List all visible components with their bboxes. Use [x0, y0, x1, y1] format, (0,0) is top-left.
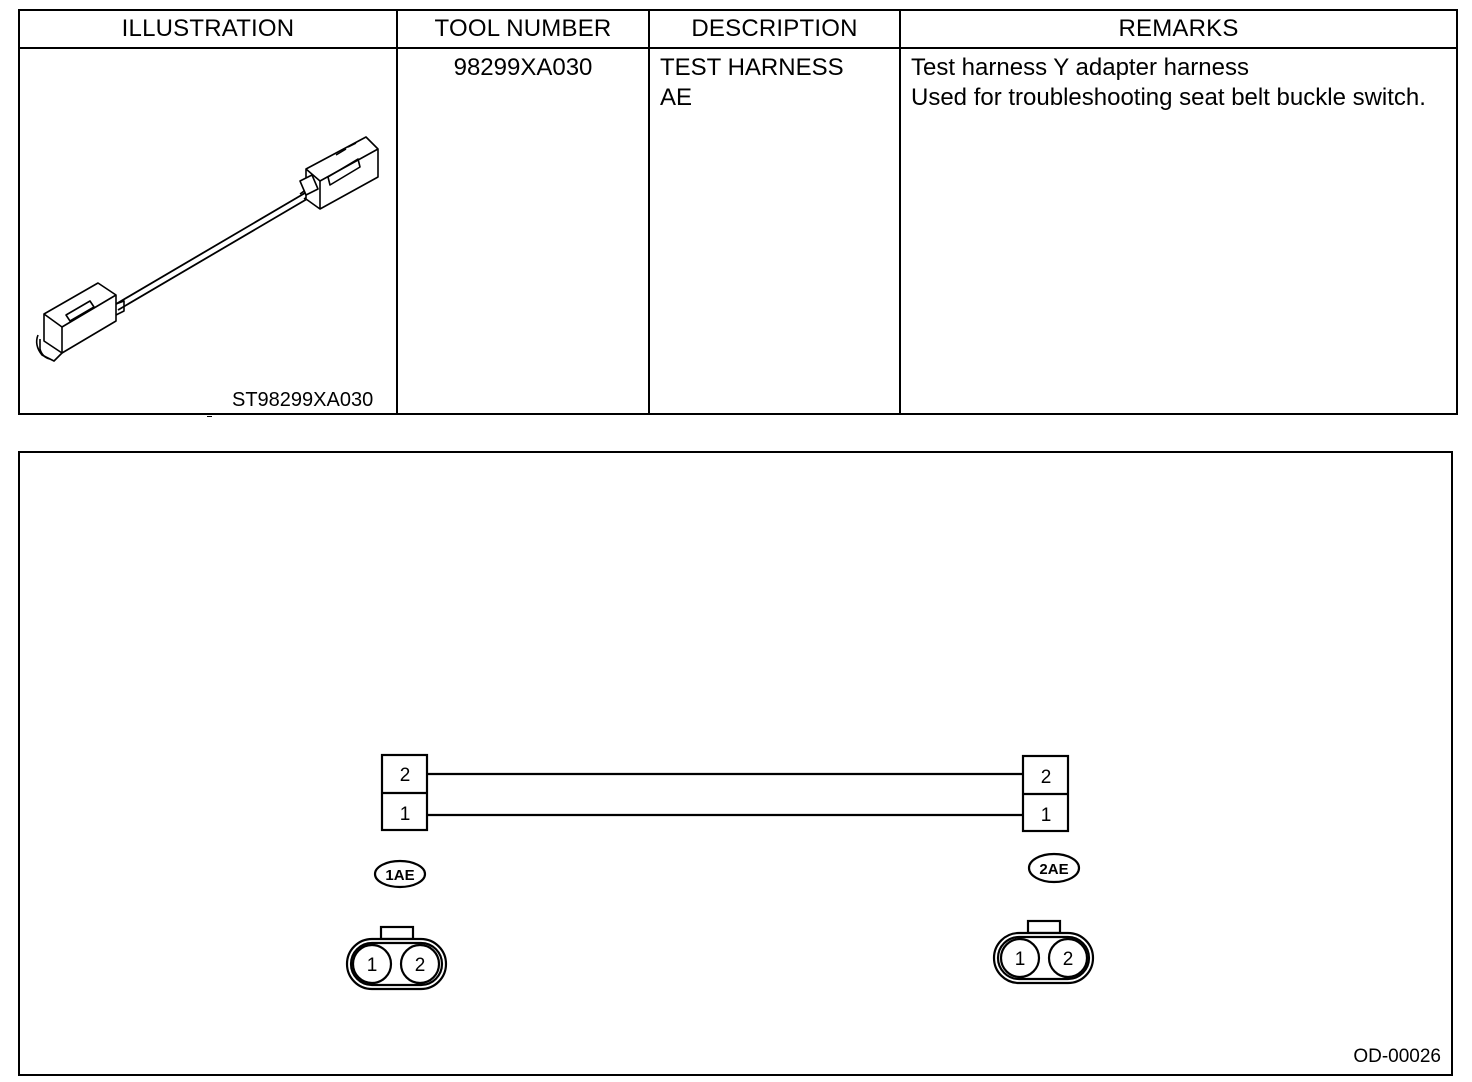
left-connector-face [347, 927, 446, 989]
figure-id: OD-00026 [1353, 1046, 1441, 1067]
left-pin-bottom-label: 1 [399, 804, 411, 825]
right-pin-bottom-label: 1 [1040, 805, 1052, 826]
header-illustration: ILLUSTRATION [121, 15, 295, 42]
harness-illustration [20, 49, 396, 415]
right-connector-tag-label: 2AE [1039, 861, 1069, 878]
left-connector-drawing [37, 283, 124, 361]
column-divider [648, 11, 650, 413]
column-divider [899, 11, 901, 413]
left-connector-tag-label: 1AE [385, 867, 415, 884]
illustration-caption: ST98299XA030 [232, 389, 374, 411]
description-line-2: AE [660, 84, 693, 111]
right-connector-drawing [300, 137, 378, 209]
wiring-diagram [20, 453, 1451, 1074]
header-remarks: REMARKS [1118, 15, 1239, 42]
left-face-pin-1: 1 [366, 955, 378, 976]
description-line-1: TEST HARNESS [660, 54, 844, 81]
tool-number-value: 98299XA030 [453, 54, 593, 81]
remarks-line-1: Test harness Y adapter harness [911, 54, 1249, 81]
left-face-pin-2: 2 [414, 955, 426, 976]
wiring-diagram-panel [18, 451, 1453, 1076]
left-pin-top-label: 2 [399, 765, 411, 786]
stray-mark [207, 416, 212, 417]
right-face-pin-2: 2 [1062, 949, 1074, 970]
header-description: DESCRIPTION [691, 15, 858, 42]
tool-table [18, 9, 1458, 415]
right-connector-face [994, 921, 1093, 983]
right-pin-top-label: 2 [1040, 767, 1052, 788]
header-tool-number: TOOL NUMBER [434, 15, 612, 42]
right-face-pin-1: 1 [1014, 949, 1026, 970]
remarks-line-2: Used for troubleshooting seat belt buckle switch. [911, 84, 1426, 111]
